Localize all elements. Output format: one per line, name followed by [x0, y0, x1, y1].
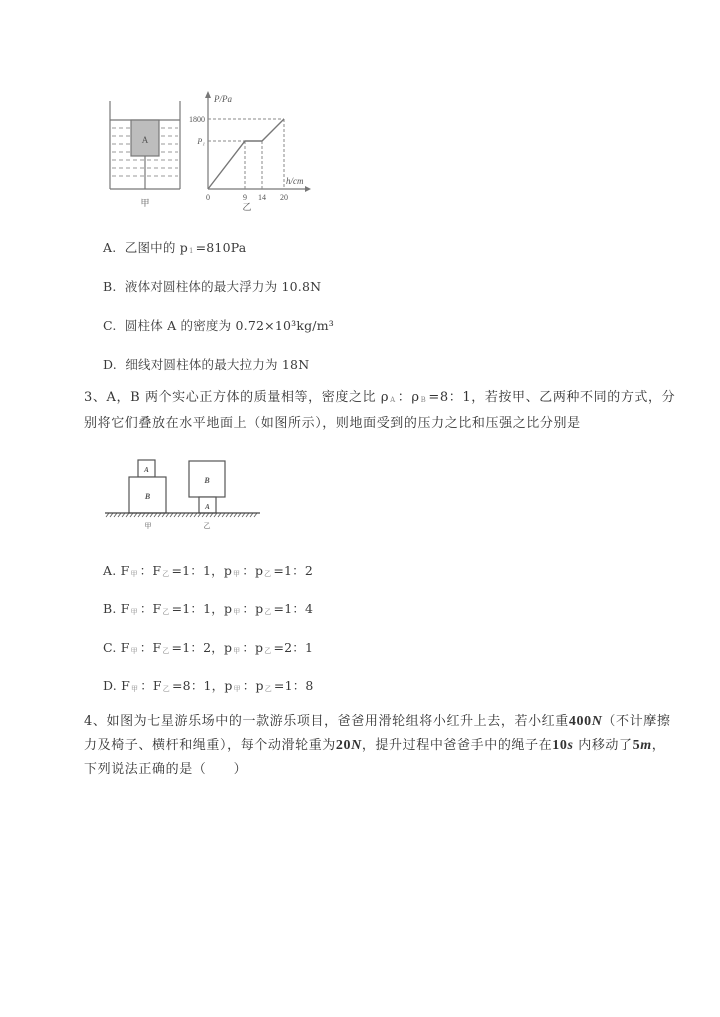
pressure-ratio: =1：8	[273, 678, 314, 693]
subscript-jia: 甲	[233, 608, 241, 616]
option-letter: D.	[103, 678, 117, 693]
ratio-sep: ：	[242, 563, 255, 578]
cube-b-label: B	[204, 476, 210, 485]
subscript-a: A	[390, 396, 396, 404]
q3-stem	[84, 386, 676, 436]
block-a-label: A	[141, 135, 149, 145]
option-text: 圆柱体 A 的密度为 0.72×10³kg/m³	[124, 318, 334, 333]
pressure-symbol: p	[255, 601, 264, 616]
option-letter: D.	[103, 357, 117, 372]
force-symbol: F	[152, 601, 162, 616]
ratio-sep: ：	[139, 601, 153, 616]
pressure-symbol: p	[255, 678, 264, 693]
q2-option-c[interactable]	[103, 316, 334, 334]
q4-stem	[84, 710, 676, 782]
pressure-symbol: p	[224, 601, 233, 616]
subscript-jia: 甲	[131, 685, 139, 693]
force-symbol: F	[120, 563, 130, 578]
pressure-ratio: =1：2	[273, 563, 314, 578]
cube-a-label: A	[144, 466, 149, 474]
subscript-jia: 甲	[130, 608, 138, 616]
subscript-jia: 甲	[233, 647, 241, 655]
x-tick-20: 20	[280, 193, 288, 202]
subscript-yi: 乙	[162, 647, 170, 655]
subscript-yi: 乙	[264, 608, 272, 616]
weight-value: 400	[568, 714, 592, 729]
q3-option-b[interactable]	[103, 599, 313, 617]
subscript-yi: 乙	[162, 608, 170, 616]
x-tick-9: 9	[243, 193, 247, 202]
ratio-sep: ：	[140, 678, 153, 693]
force-ratio: =1：1，	[171, 563, 224, 578]
question-number: 4、	[84, 714, 107, 729]
figure-label-yi: 乙	[203, 522, 211, 530]
force-symbol: F	[120, 601, 130, 616]
buoyancy-diagram	[95, 88, 315, 213]
figure-stacked-cubes	[100, 452, 270, 532]
force-ratio: =1：2，	[171, 640, 224, 655]
pulley-weight-value: 20	[335, 738, 352, 753]
q2-option-d[interactable]	[103, 355, 309, 373]
stem-text: =8：1，若按甲、乙两种不同的方式，分别将它们叠放在水平地面上（如图所示），则地面受到的压力之比和压强之比分别是	[84, 390, 676, 431]
x-axis-label: h/cm	[286, 176, 304, 186]
force-symbol: F	[152, 640, 162, 655]
force-ratio: =1：1，	[171, 601, 224, 616]
unit: N	[351, 738, 362, 753]
y-tick-1800: 1800	[189, 115, 205, 124]
ratio-sep: ：	[242, 678, 256, 693]
subscript-jia: 甲	[130, 570, 138, 578]
option-value: =810Pa	[195, 240, 247, 255]
y-axis-label: P/Pa	[214, 94, 232, 104]
pressure-symbol: p	[255, 640, 264, 655]
option-subscript: 1	[188, 247, 194, 255]
y-tick-p1: P₁	[197, 137, 205, 146]
q3-option-a[interactable]	[103, 561, 313, 579]
figure-label-jia: 甲	[144, 522, 152, 530]
pressure-symbol: p	[223, 640, 233, 655]
option-letter: C.	[103, 318, 117, 333]
figure-label-jia: 甲	[140, 198, 150, 208]
subscript-b: B	[420, 396, 427, 404]
force-symbol: F	[120, 640, 130, 655]
force-symbol: F	[152, 563, 162, 578]
x-tick-0: 0	[206, 193, 210, 202]
cube-a-label: A	[205, 503, 210, 511]
stem-text: ，提升过程中爸爸手中的绳子在	[361, 738, 553, 753]
option-letter: B.	[103, 601, 117, 616]
unit: m	[640, 738, 652, 753]
question-number: 3、	[84, 390, 107, 405]
pressure-symbol: p	[224, 678, 233, 693]
subscript-yi: 乙	[264, 647, 272, 655]
unit: s	[567, 738, 574, 753]
option-letter: C.	[103, 640, 117, 655]
force-ratio: =8：1，	[172, 678, 225, 693]
subscript-yi: 乙	[162, 570, 170, 578]
q2-option-b[interactable]	[103, 277, 321, 295]
pressure-symbol: p	[223, 563, 233, 578]
force-symbol: F	[152, 678, 162, 693]
cube-b-label: B	[144, 492, 151, 501]
option-text: 细线对圆柱体的最大拉力为 18N	[125, 357, 310, 372]
option-letter: A.	[103, 240, 117, 255]
option-text: 乙图中的 p	[124, 240, 188, 255]
time-value: 10	[552, 738, 568, 753]
pressure-ratio: =2：1	[273, 640, 314, 655]
ratio-sep: ：	[139, 563, 153, 578]
ratio-sep: ：	[242, 640, 256, 655]
ratio-sep: ：	[139, 640, 153, 655]
option-text: 液体对圆柱体的最大浮力为 10.8N	[124, 279, 322, 294]
option-letter: A.	[103, 563, 117, 578]
stem-text: A，B 两个实心正方体的质量相等，密度之比 ρ	[106, 390, 390, 405]
figure-label-yi: 乙	[242, 202, 252, 212]
pressure-symbol: p	[254, 563, 264, 578]
stem-text: 如图为七星游乐场中的一款游乐项目，爸爸用滑轮组将小红升上去，若小红重	[106, 714, 569, 729]
figure-buoyancy	[95, 88, 315, 213]
subscript-jia: 甲	[233, 570, 241, 578]
unit: N	[591, 714, 603, 729]
subscript-yi: 乙	[264, 570, 272, 578]
stem-text: （不计摩擦力及椅子、横杆和绳重），每个动滑轮重为	[84, 714, 671, 753]
ratio-sep: ：	[242, 601, 256, 616]
force-symbol: F	[121, 678, 131, 693]
subscript-jia: 甲	[233, 685, 241, 693]
stem-text: ：ρ	[397, 390, 420, 405]
stem-text: ，下列说法正确的是（ ）	[84, 738, 666, 777]
option-letter: B.	[103, 279, 117, 294]
subscript-yi: 乙	[264, 685, 272, 693]
q2-option-a[interactable]	[103, 238, 246, 256]
x-tick-14: 14	[258, 193, 266, 202]
pressure-ratio: =1：4	[273, 601, 314, 616]
stem-text: 内移动了	[573, 738, 633, 753]
subscript-yi: 乙	[162, 685, 170, 693]
distance-value: 5	[632, 738, 641, 753]
q3-option-d[interactable]	[103, 676, 314, 694]
q3-option-c[interactable]	[103, 638, 313, 656]
subscript-jia: 甲	[130, 647, 138, 655]
